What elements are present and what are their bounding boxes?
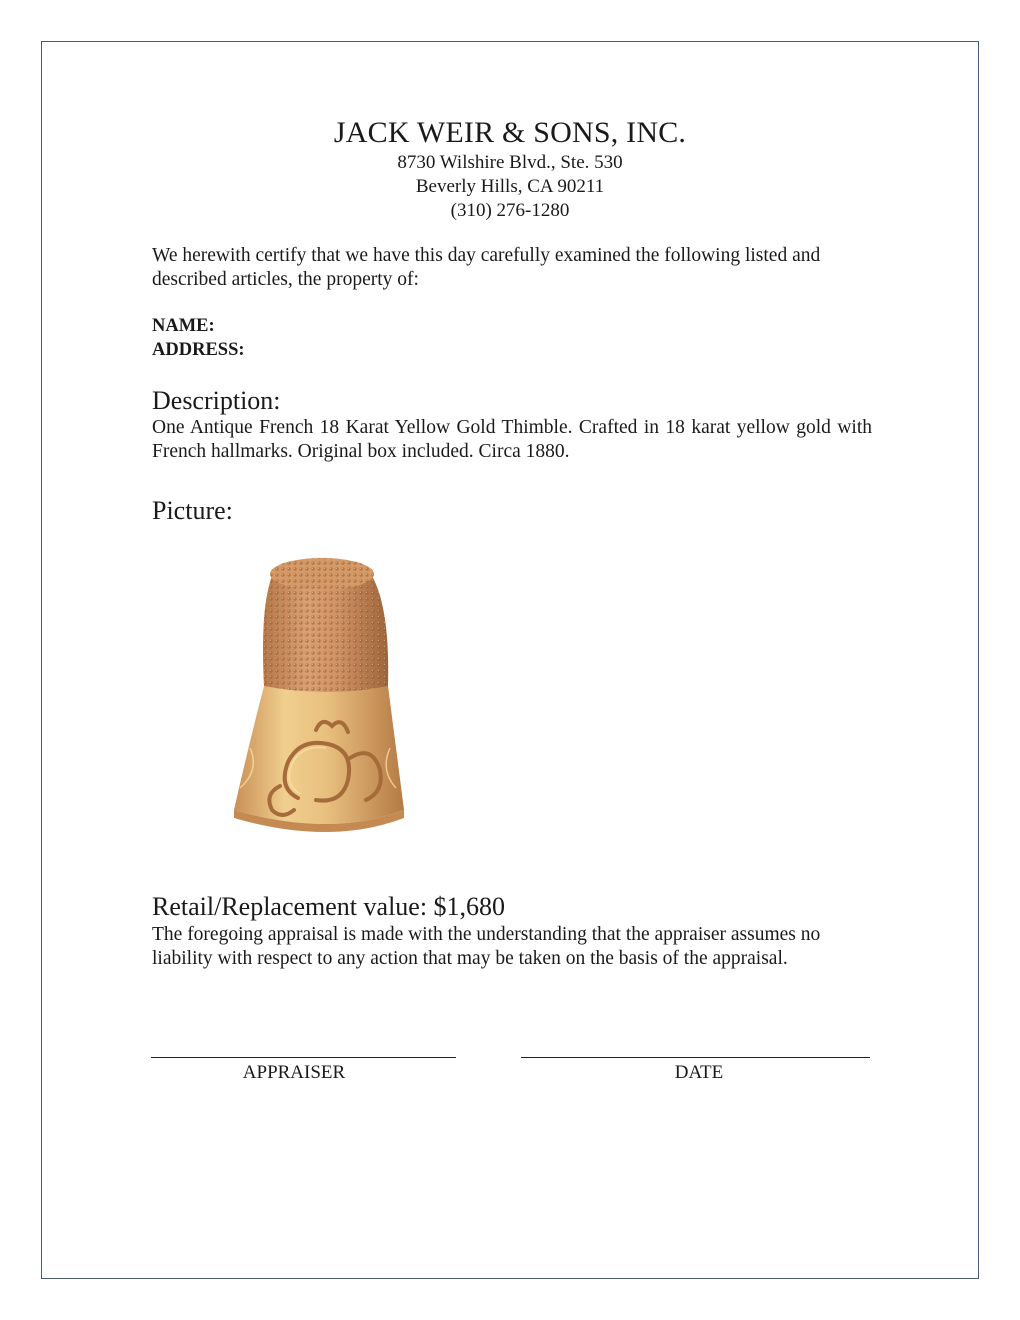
appraiser-label: APPRAISER xyxy=(242,1062,346,1083)
address-label: ADDRESS: xyxy=(152,340,245,360)
disclaimer-text: The foregoing appraisal is made with the understanding that the appraiser assumes no liability with respect to any action that may be taken on the basis of the appraisal. xyxy=(152,924,821,969)
page-frame xyxy=(41,41,979,1279)
company-name: JACK WEIR & SONS, INC. xyxy=(333,116,687,149)
appraiser-signature-line xyxy=(151,1057,456,1058)
description-heading: Description: xyxy=(152,386,281,415)
picture-heading: Picture: xyxy=(152,496,233,525)
company-address-line1: 8730 Wilshire Blvd., Ste. 530 xyxy=(397,152,623,173)
replacement-value-heading: Retail/Replacement value: $1,680 xyxy=(152,892,506,921)
date-signature-line xyxy=(521,1057,870,1058)
name-label: NAME: xyxy=(152,316,215,336)
company-phone: (310) 276-1280 xyxy=(450,200,570,221)
date-label: DATE xyxy=(674,1062,724,1083)
description-text: One Antique French 18 Karat Yellow Gold Thimble. Crafted in 18 karat yellow gold with French hallmarks. Original box included. Circa 1880. xyxy=(152,417,872,462)
certification-text: We herewith certify that we have this day carefully examined the following listed and described articles, the property of: xyxy=(152,245,821,290)
company-address-line2: Beverly Hills, CA 90211 xyxy=(415,176,605,197)
thimble-photo xyxy=(220,548,420,844)
